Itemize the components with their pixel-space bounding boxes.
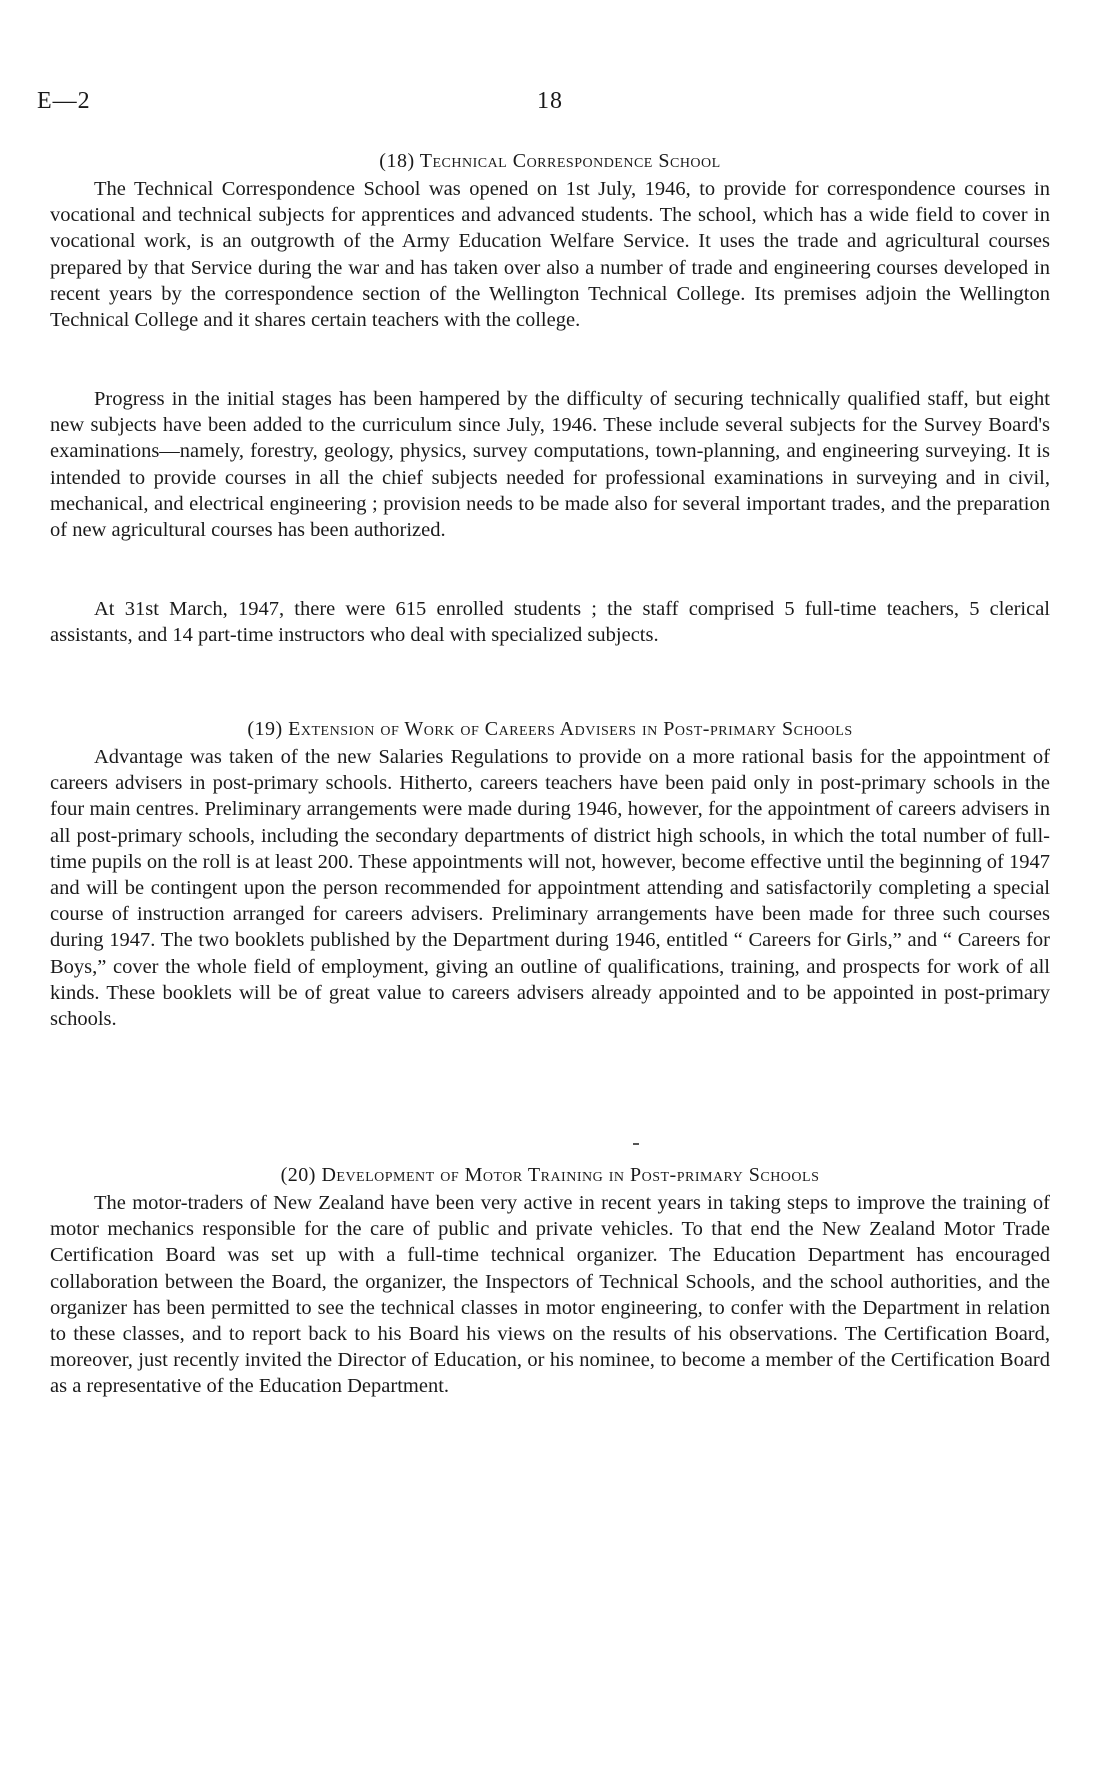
section-paragraph: Advantage was taken of the new Salaries Regulations to provide on a more rational basis for the appointment of careers advisers in post-primary schools. Hitherto, careers teachers have been paid only in post-primary schools in the four main centres. Preliminary arrangements were made during 1946, however, for the appointment of careers advisers in all post-primary schools, including the secondary departments of district high schools, in which the total number of full-time pupils on the roll is at least 200. These appointments will not, however, become effective until the beginning of 1947 and will be contingent upon the person recommended for appointment attending and satisfactorily completing a special course of instruction arranged for careers advisers. Preliminary arrangements have been made for three such courses during 1947. The two booklets published by the Department during 1946, entitled “ Careers for Girls,” and “ Careers for Boys,” cover the whole field of employment, giving an outline of qualifications, training, and prospects for work of all kinds. These booklets will be of great value to careers advisers already appointed and to be appointed in post-primary schools. xyxy=(50,746,1050,1031)
section-divider xyxy=(633,1143,639,1145)
page-number: 18 xyxy=(537,88,563,114)
section-heading: (19) Extension of Work of Careers Advisers in Post-primary Schools xyxy=(247,718,853,740)
section-paragraph: The Technical Correspondence School was opened on 1st July, 1946, to provide for correspondence courses in vocational and technical subjects for apprentices and advanced students. The school, which has a wide field to cover in vocational work, is an outgrowth of the Army Education Welfare Service. It uses the trade and agricultural courses prepared by that Service during the war and has taken over also a number of trade and engineering courses developed in recent years by the correspondence section of the Wellington Technical College. Its premises adjoin the Wellington Technical College and it shares certain teachers with the college. xyxy=(50,178,1050,332)
section-heading: (18) Technical Correspondence School xyxy=(379,150,721,172)
section-paragraph: Progress in the initial stages has been hampered by the difficulty of securing technically qualified staff, but eight new subjects have been added to the curriculum since July, 1946. These include several subjects for the Survey Board's examinations—namely, forestry, geology, physics, survey computations, town-planning, and engineering surveying. It is intended to provide courses in all the chief subjects needed for professional examinations in surveying and in civil, mechanical, and electrical engineering ; provision needs to be made also for several important trades, and the preparation of new agricultural courses has been authorized. xyxy=(50,388,1050,542)
section-paragraph: At 31st March, 1947, there were 615 enrolled students ; the staff comprised 5 full-time teachers, 5 clerical assistants, and 14 part-time instructors who deal with specialized subjects. xyxy=(50,598,1050,647)
section-heading: (20) Development of Motor Training in Post-primary Schools xyxy=(280,1164,820,1186)
section-paragraph: The motor-traders of New Zealand have been very active in recent years in taking steps to improve the training of motor mechanics responsible for the care of public and private vehicles. To that end the New Zealand Motor Trade Certification Board was set up with a full-time technical organizer. The Education Department has encouraged collaboration between the Board, the organizer, the Inspectors of Technical Schools, and the school authorities, and the organizer has been permitted to see the technical classes in motor engineering, to confer with the Department in relation to these classes, and to report back to his Board his views on the results of his observations. The Certification Board, moreover, just recently invited the Director of Education, or his nominee, to become a member of the Certification Board as a representative of the Education Department. xyxy=(50,1192,1050,1398)
document-code: E—2 xyxy=(37,88,91,114)
